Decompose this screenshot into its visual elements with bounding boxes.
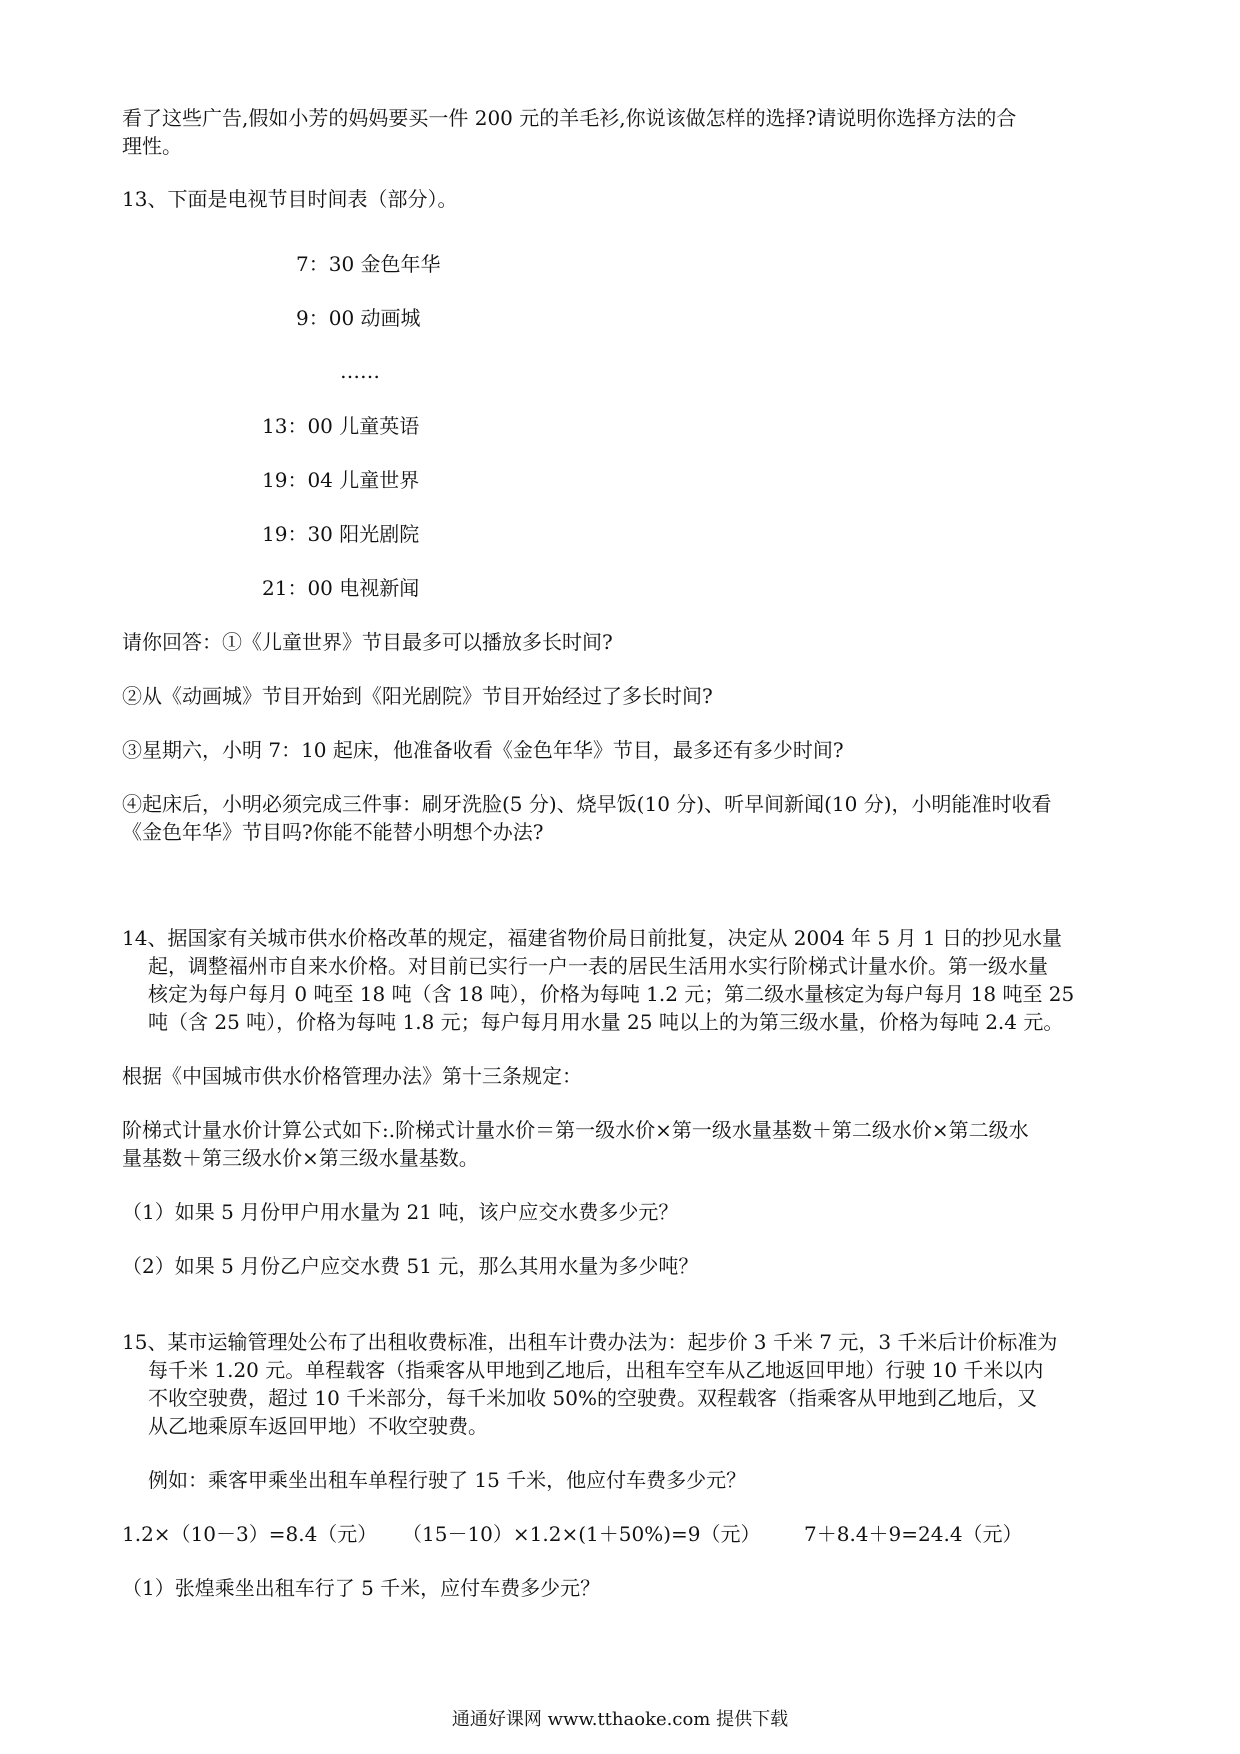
q13-sub-2: ②从《动画城》节目开始到《阳光剧院》节目开始经过了多长时间? (122, 684, 713, 708)
q15-line-1: 15、某市运输管理处公布了出租收费标准，出租车计费办法为：起步价 3 千米 7 元，3 千米后计价标准为 (122, 1330, 1058, 1354)
q15-calc-1: 1.2×（10－3）=8.4（元） (122, 1522, 378, 1546)
schedule-item: 7：30 金色年华 (296, 252, 441, 276)
q15-line-3: 不收空驶费，超过 10 千米部分，每千米加收 50%的空驶费。双程载客（指乘客从甲地到乙地后，又 (148, 1386, 1037, 1410)
q14-line-1: 14、据国家有关城市供水价格改革的规定，福建省物价局日前批复，决定从 2004 年 5 月 1 日的抄见水量 (122, 926, 1062, 950)
q13-sub-3: ③星期六，小明 7：10 起床，他准备收看《金色年华》节目，最多还有多少时间? (122, 738, 844, 762)
q14-formula-line-2: 量基数＋第三级水价×第三级水量基数。 (122, 1146, 479, 1170)
schedule-item: 19：04 儿童世界 (262, 468, 420, 492)
q15-sub-1: （1）张煌乘坐出租车行了 5 千米，应付车费多少元？ (122, 1576, 601, 1600)
q14-sub-1: （1）如果 5 月份甲户用水量为 21 吨，该户应交水费多少元？ (122, 1200, 679, 1224)
q13-sub-4-line-2: 《金色年华》节目吗?你能不能替小明想个办法? (122, 820, 544, 844)
intro-line-1: 看了这些广告,假如小芳的妈妈要买一件 200 元的羊毛衫,你说该做怎样的选择?请说明你选择方法的合 (122, 106, 1017, 130)
q14-formula-line-1: 阶梯式计量水价计算公式如下:.阶梯式计量水价＝第一级水价×第一级水量基数＋第二级水价×第二级水 (122, 1118, 1029, 1142)
q15-example: 例如：乘客甲乘坐出租车单程行驶了 15 千米，他应付车费多少元？ (148, 1468, 747, 1492)
page-footer: 通通好课网 www.tthaoke.com 提供下载 (451, 1709, 789, 1730)
intro-line-2: 理性。 (122, 134, 182, 158)
q15-line-2: 每千米 1.20 元。单程载客（指乘客从甲地到乙地后，出租车空车从乙地返回甲地）行驶 10 千米以内 (148, 1358, 1044, 1382)
q15-calc-2: （15－10）×1.2×(1＋50%)=9（元） (402, 1522, 761, 1546)
schedule-ellipsis: …… (340, 359, 380, 383)
schedule-item: 9：00 动画城 (296, 306, 421, 330)
q14-line-2: 起，调整福州市自来水价格。对目前已实行一户一表的居民生活用水实行阶梯式计量水价。第一级水量 (148, 954, 1048, 978)
schedule-item: 13：00 儿童英语 (262, 414, 420, 438)
q13-sub-4-line-1: ④起床后，小明必须完成三件事：刷牙洗脸(5 分)、烧早饭(10 分)、听早间新闻(10 分)，小明能准时收看 (122, 792, 1052, 816)
schedule-item: 21：00 电视新闻 (262, 576, 420, 600)
q14-sub-2: （2）如果 5 月份乙户应交水费 51 元，那么其用水量为多少吨？ (122, 1254, 699, 1278)
q13-sub-1: 请你回答：①《儿童世界》节目最多可以播放多长时间? (122, 630, 613, 654)
q14-rule: 根据《中国城市供水价格管理办法》第十三条规定： (122, 1064, 582, 1088)
schedule-item: 19：30 阳光剧院 (262, 522, 420, 546)
q14-line-4: 吨（含 25 吨），价格为每吨 1.8 元；每户每月用水量 25 吨以上的为第三级水量，价格为每吨 2.4 元。 (148, 1010, 1064, 1034)
q13-title: 13、下面是电视节目时间表（部分）。 (122, 187, 458, 211)
q14-line-3: 核定为每户每月 0 吨至 18 吨（含 18 吨），价格为每吨 1.2 元；第二级水量核定为每户每月 18 吨至 25 (148, 982, 1075, 1006)
q15-calc-3: 7＋8.4＋9=24.4（元） (804, 1522, 1023, 1546)
q15-line-4: 从乙地乘原车返回甲地）不收空驶费。 (148, 1414, 488, 1438)
